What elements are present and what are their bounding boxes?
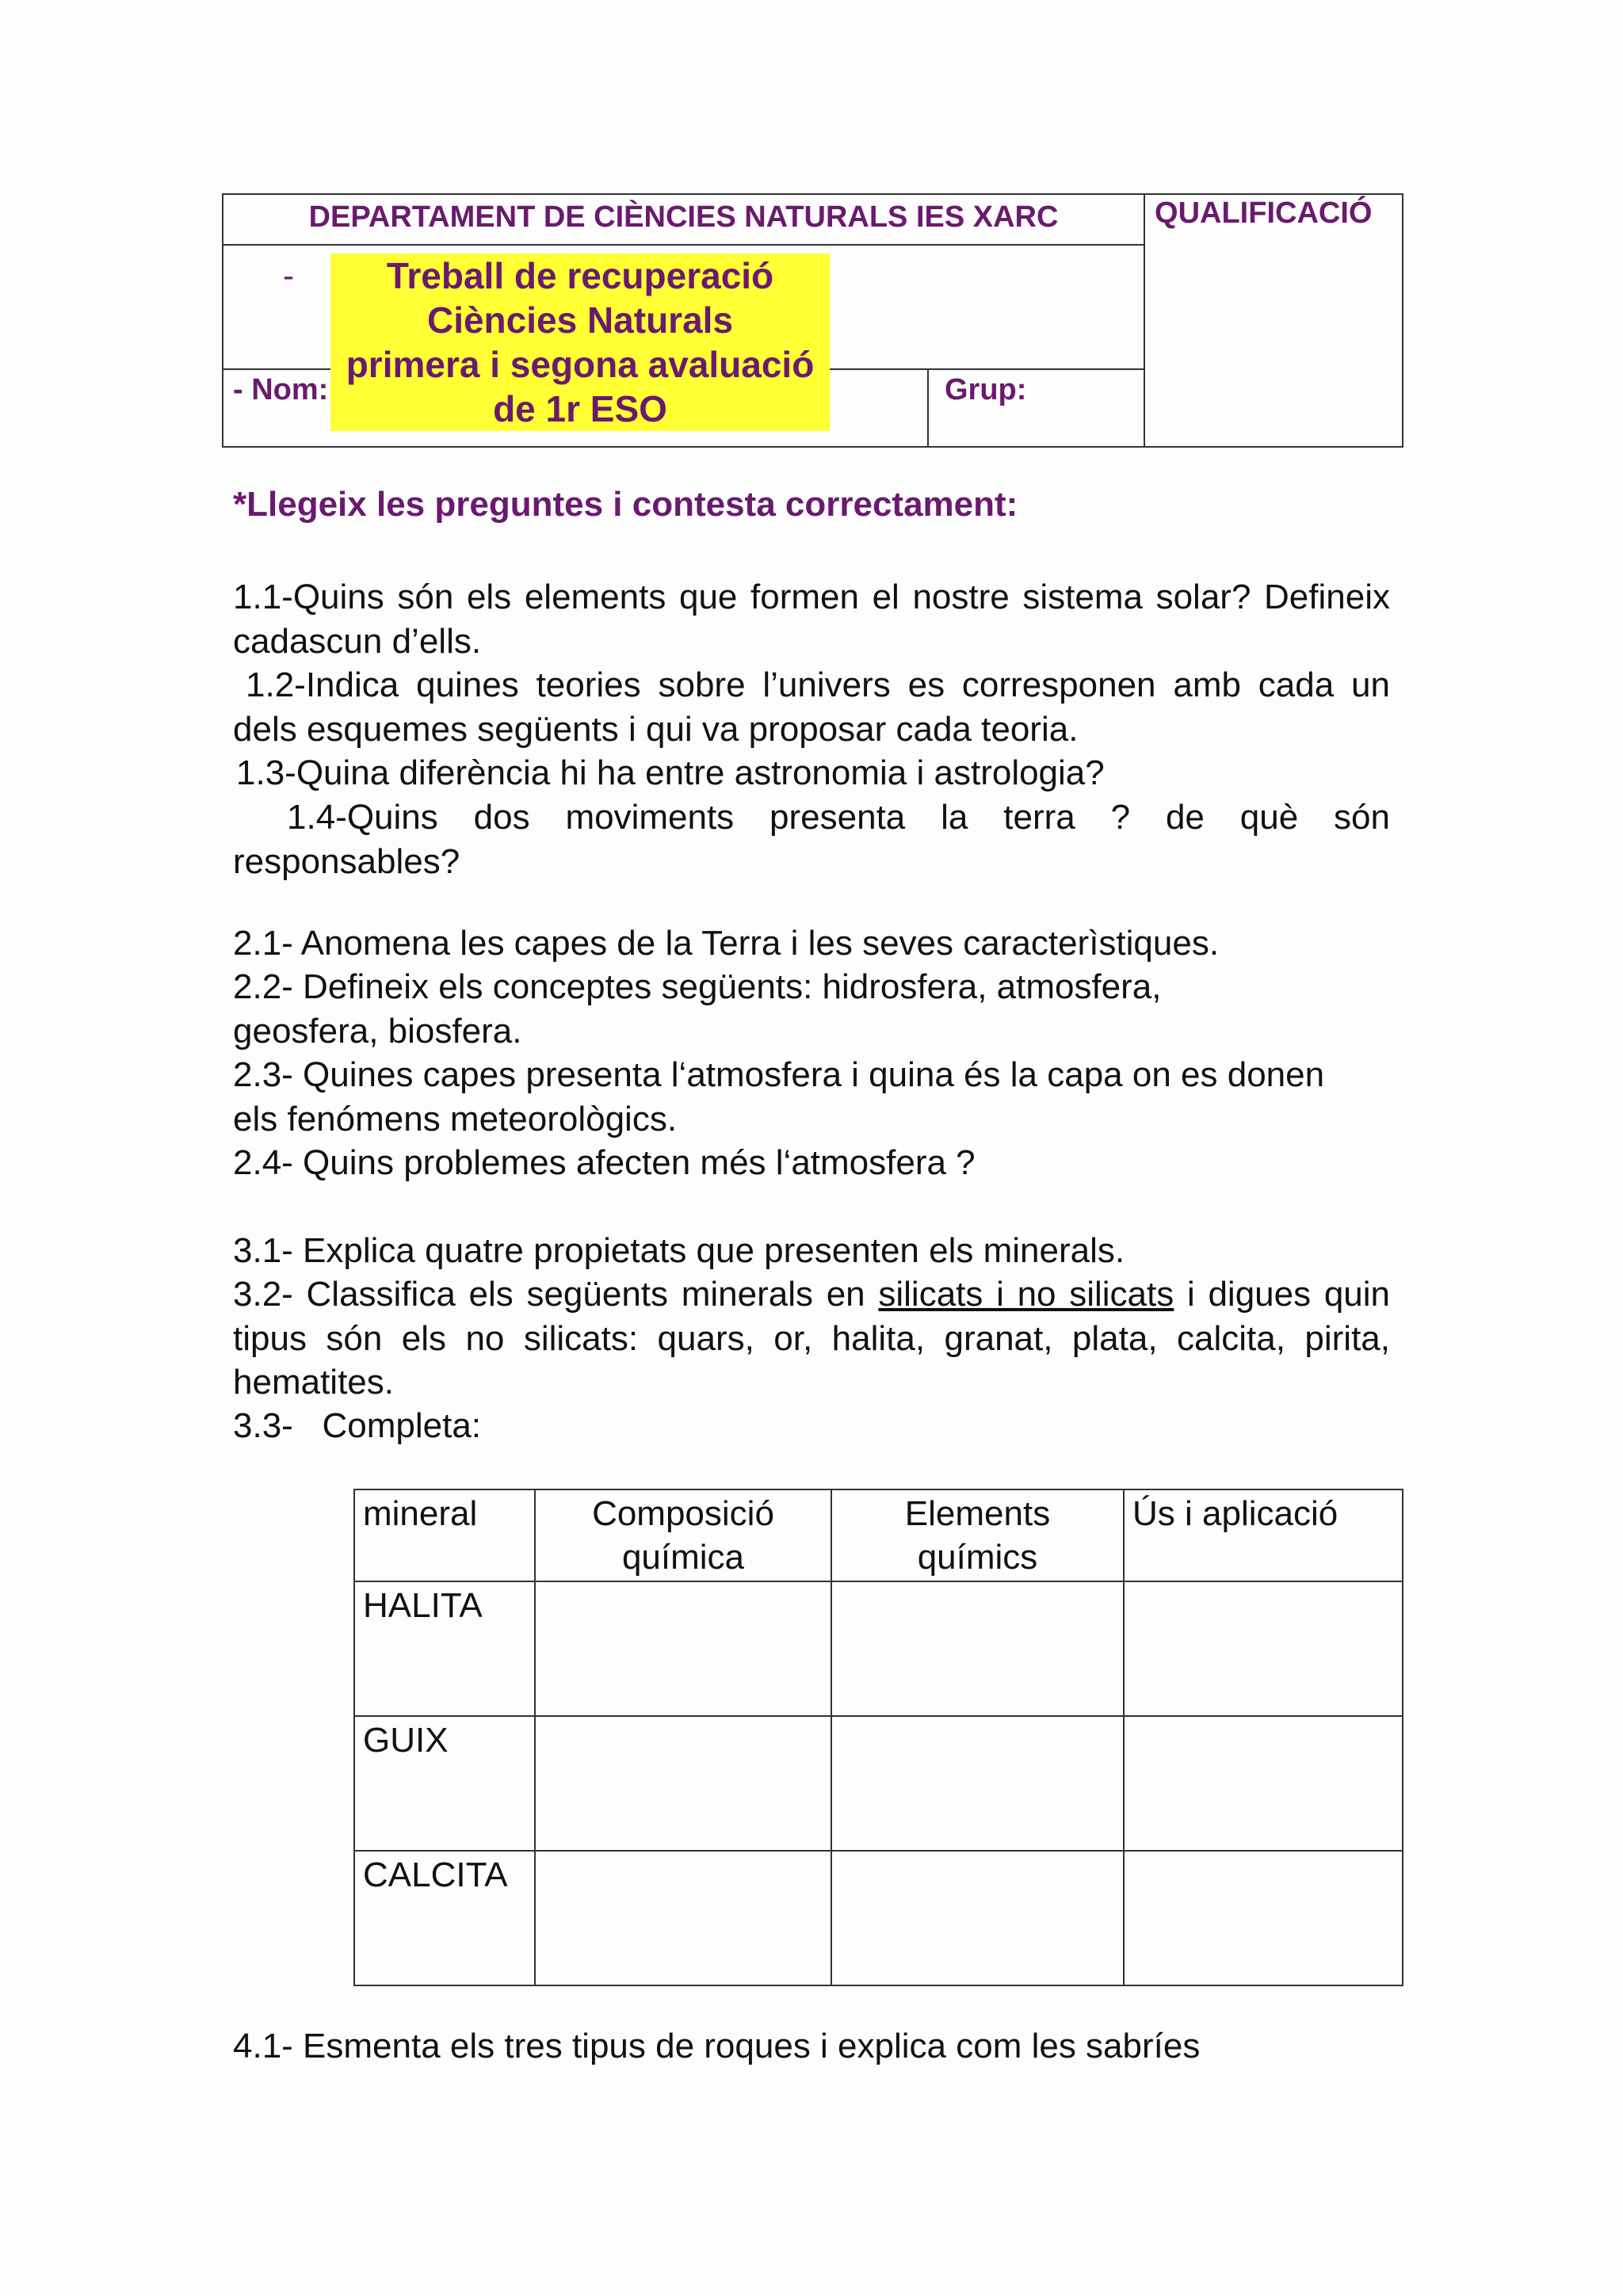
- table-header-row: [354, 1489, 1403, 1581]
- answer-cell[interactable]: [1124, 1716, 1403, 1851]
- group-label: Grup:: [945, 373, 1027, 406]
- mineral-name: HALITA: [354, 1581, 535, 1716]
- header-table: [222, 193, 1403, 448]
- question-3-2-intro: 3.2- Classifica els següents minerals en: [233, 1275, 865, 1314]
- answer-cell[interactable]: [1124, 1581, 1403, 1716]
- question-1-1: 1.1-Quins són els elements que formen el nostre sistema solar? Defineix cadascun d’ells.: [233, 578, 1390, 661]
- group-field[interactable]: [928, 369, 1144, 447]
- mineral-table: [353, 1489, 1403, 1986]
- question-1-3: 1.3-Quina diferència hi ha entre astronomia i astrologia?: [236, 753, 1105, 792]
- grade-box[interactable]: [1144, 194, 1403, 447]
- question-2-3: 2.3- Quines capes presenta l‘atmosfera i quina és la capa on es donen els fenómens meteorològics.: [233, 1055, 1325, 1138]
- table-row: [354, 1851, 1403, 1985]
- question-3-3: 3.3- Completa:: [233, 1406, 482, 1445]
- question-2-2: 2.2- Defineix els conceptes següents: hidrosfera, atmosfera, geosfera, biosfera.: [233, 967, 1162, 1051]
- table-row: [354, 1581, 1403, 1716]
- table-row: [354, 1716, 1403, 1851]
- mineral-name: GUIX: [354, 1716, 535, 1851]
- question-1-2: 1.2-Indica quines teories sobre l’univers es corresponen amb cada un dels esquemes següents i qui va proposar cada teoria.: [233, 666, 1390, 749]
- column-header: mineral: [354, 1489, 535, 1581]
- grade-label: QUALIFICACIÓ: [1155, 196, 1373, 230]
- title-line-1: Treball de recuperació Ciències Naturals: [330, 254, 830, 342]
- title-line-2: primera i segona avaluació de 1r ESO: [330, 342, 830, 431]
- column-header: Elements químics: [831, 1489, 1124, 1581]
- question-2-1: 2.1- Anomena les capes de la Terra i les seves caracterìstiques.: [233, 924, 1220, 963]
- instructions: *Llegeix les preguntes i contesta correctament:: [233, 485, 1018, 524]
- column-header: Ús i aplicació: [1124, 1489, 1403, 1581]
- answer-cell[interactable]: [1124, 1851, 1403, 1985]
- mineral-name: CALCITA: [354, 1851, 535, 1985]
- question-4-1: 4.1- Esmenta els tres tipus de roques i explica com les sabríes: [233, 2027, 1201, 2065]
- title-dash: -: [283, 257, 294, 294]
- question-3-1: 3.1- Explica quatre propietats que presenten els minerals.: [233, 1231, 1125, 1270]
- name-label: - Nom:: [233, 373, 329, 406]
- answer-cell[interactable]: [535, 1716, 831, 1851]
- question-3-2-underlined: silicats i no silicats: [878, 1275, 1174, 1314]
- question-1-4: 1.4-Quins dos moviments presenta la terra ? de què són responsables?: [233, 798, 1390, 881]
- question-2-4: 2.4- Quins problemes afecten més l‘atmosfera ?: [233, 1143, 976, 1182]
- department-title: DEPARTAMENT DE CIÈNCIES NATURALS IES XARC: [223, 194, 1144, 245]
- question-3-2: [233, 1272, 1390, 1405]
- answer-cell[interactable]: [831, 1716, 1124, 1851]
- answer-cell[interactable]: [831, 1851, 1124, 1985]
- answer-cell[interactable]: [535, 1851, 831, 1985]
- question-3-2-rest: i digues quin tipus són els no silicats: quars, or, halita, granat, plata, calcita, pirita, hematites.: [233, 1275, 1390, 1402]
- answer-cell[interactable]: [535, 1581, 831, 1716]
- answer-cell[interactable]: [831, 1581, 1124, 1716]
- column-header: Composició química: [535, 1489, 831, 1581]
